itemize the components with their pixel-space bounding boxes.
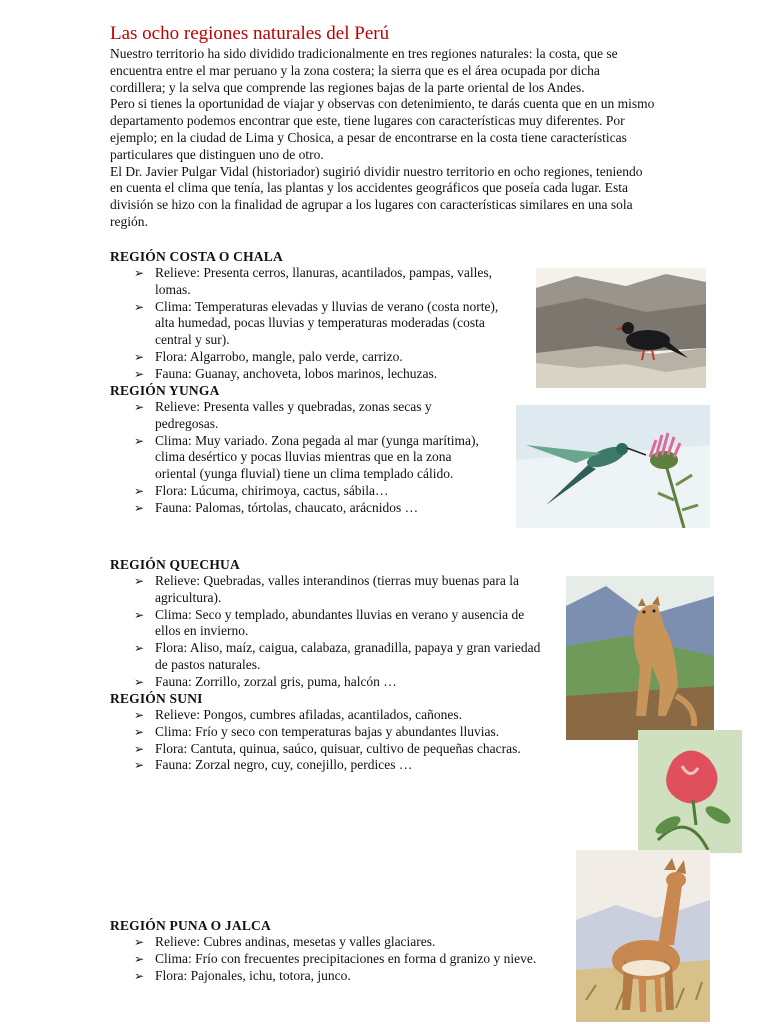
list-item-text: Flora: Lúcuma, chirimoya, cactus, sábila…: [155, 482, 389, 498]
list-item-text: Flora: Cantuta, quinua, saúco, quisuar, cultivo de pequeñas chacras.: [155, 740, 521, 756]
puma-illustration: [566, 576, 714, 740]
arrow-bullet-icon: ➢: [134, 758, 145, 773]
list-item-text: Flora: Algarrobo, mangle, palo verde, carrizo.: [155, 348, 403, 364]
region-heading: REGIÓN SUNI: [110, 691, 203, 706]
list-item: [110, 757, 590, 774]
list-item: [110, 968, 555, 985]
region-list: [110, 265, 510, 383]
page-title: Las ocho regiones naturales del Perú: [110, 23, 390, 44]
region-puna: [110, 917, 555, 984]
intro-paragraph: El Dr. Javier Pulgar Vidal (historiador) sugirió dividir nuestro territorio en ocho regiones, teniendo en cuenta el clima que tenía, las plantas y los accidentes geográficos que poseía cada lugar. Esta división se hizo con la finalidad de agrupar a los lugares con características similares en una sola región.: [110, 163, 643, 229]
list-item: [110, 349, 510, 366]
list-item: [110, 573, 550, 607]
list-item: [110, 483, 495, 500]
list-item: [110, 265, 510, 299]
list-item: [110, 707, 590, 724]
arrow-bullet-icon: ➢: [134, 299, 145, 314]
list-item: [110, 433, 495, 483]
region-heading: REGIÓN QUECHUA: [110, 557, 240, 572]
list-item-text: Relieve: Presenta cerros, llanuras, acantilados, pampas, valles, lomas.: [155, 265, 493, 297]
list-item-text: Fauna: Palomas, tórtolas, chaucato, arácnidos …: [155, 499, 419, 515]
list-item: [110, 640, 550, 674]
region-list: [110, 707, 590, 774]
list-item: [110, 724, 590, 741]
intro-paragraph: Nuestro territorio ha sido dividido tradicionalmente en tres regiones naturales: la costa, que se encuentra entre el mar peruano y la zona costera; la sierra que es el área ocupada por dicha cordillera; y la selva que comprende las regiones bajas de la parte oriental de los Andes.: [110, 46, 618, 95]
arrow-bullet-icon: ➢: [134, 724, 145, 739]
list-item-text: Clima: Seco y templado, abundantes lluvias en verano y ausencia de ellos en invierno.: [155, 606, 525, 639]
arrow-bullet-icon: ➢: [134, 607, 145, 622]
hummingbird-illustration: [516, 405, 710, 528]
arrow-bullet-icon: ➢: [134, 951, 145, 966]
region-heading: REGIÓN YUNGA: [110, 383, 220, 398]
list-item: [110, 934, 555, 951]
flower-illustration: [638, 730, 742, 853]
list-item: [110, 607, 550, 641]
arrow-bullet-icon: ➢: [134, 266, 145, 280]
arrow-bullet-icon: ➢: [134, 366, 145, 381]
list-item: [110, 674, 550, 691]
list-item-text: Fauna: Zorzal negro, cuy, conejillo, perdices …: [155, 757, 413, 773]
region-heading: REGIÓN COSTA O CHALA: [110, 249, 283, 264]
arrow-bullet-icon: ➢: [134, 641, 145, 656]
list-item-text: Clima: Frío y seco con temperaturas bajas y abundantes lluvias.: [155, 723, 500, 739]
list-item: [110, 951, 555, 968]
list-item-text: Fauna: Guanay, anchoveta, lobos marinos, lechuzas.: [155, 365, 438, 381]
list-item-text: Clima: Muy variado. Zona pegada al mar (yunga marítima), clima desértico y pocas lluvias mientras que en la zona oriental (yunga fluvial) tiene un clima templado cálido.: [155, 432, 479, 482]
seabird-illustration: [536, 268, 706, 388]
list-item-text: Relieve: Quebradas, valles interandinos (tierras muy buenas para la agricultura).: [155, 573, 519, 605]
list-item: [110, 299, 510, 349]
list-item-text: Clima: Temperaturas elevadas y lluvias de verano (costa norte), alta humedad, pocas lluvias y temperaturas moderadas (costa central y sur).: [155, 298, 499, 348]
list-item-text: Flora: Aliso, maíz, caigua, calabaza, granadilla, papaya y gran variedad de pastos naturales.: [155, 640, 541, 672]
arrow-bullet-icon: ➢: [134, 968, 145, 983]
list-item-text: Flora: Pajonales, ichu, totora, junco.: [155, 967, 351, 983]
list-item-text: Clima: Frío con frecuentes precipitaciones en forma d granizo y nieve.: [155, 950, 537, 966]
list-item: [110, 366, 510, 383]
arrow-bullet-icon: ➢: [134, 674, 145, 689]
region-suni: [110, 690, 590, 774]
list-item: [110, 399, 495, 433]
region-quechua: [110, 556, 550, 691]
region-costa: [110, 248, 510, 383]
arrow-bullet-icon: ➢: [134, 935, 145, 949]
arrow-bullet-icon: ➢: [134, 708, 145, 722]
arrow-bullet-icon: ➢: [134, 741, 145, 756]
arrow-bullet-icon: ➢: [134, 349, 145, 364]
list-item-text: Relieve: Cubres andinas, mesetas y valles glaciares.: [155, 934, 436, 949]
list-item: [110, 741, 590, 758]
region-list: [110, 399, 495, 517]
intro-paragraph: Pero si tienes la oportunidad de viajar y observas con detenimiento, te darás cuenta que en un mismo departamento podemos encontrar que este, tiene lugares con características muy diferentes. Por ejemplo; en la ciudad de Lima y Chosica, a pesar de encontrarse en la costa tiene características particulares que distinguen uno de otro.: [110, 96, 655, 162]
arrow-bullet-icon: ➢: [134, 400, 145, 414]
list-item: [110, 500, 495, 517]
list-item-text: Relieve: Pongos, cumbres afiladas, acantilados, cañones.: [155, 707, 463, 722]
region-list: [110, 573, 550, 691]
list-item-text: Relieve: Presenta valles y quebradas, zonas secas y pedregosas.: [155, 399, 432, 431]
arrow-bullet-icon: ➢: [134, 574, 145, 588]
arrow-bullet-icon: ➢: [134, 483, 145, 498]
region-list: [110, 934, 555, 984]
region-yunga: [110, 382, 495, 517]
list-item-text: Fauna: Zorrillo, zorzal gris, puma, halcón …: [155, 673, 397, 689]
arrow-bullet-icon: ➢: [134, 433, 145, 448]
vicuna-illustration: [576, 850, 710, 1022]
arrow-bullet-icon: ➢: [134, 500, 145, 515]
region-heading: REGIÓN PUNA O JALCA: [110, 918, 271, 933]
intro-text: [110, 46, 655, 231]
